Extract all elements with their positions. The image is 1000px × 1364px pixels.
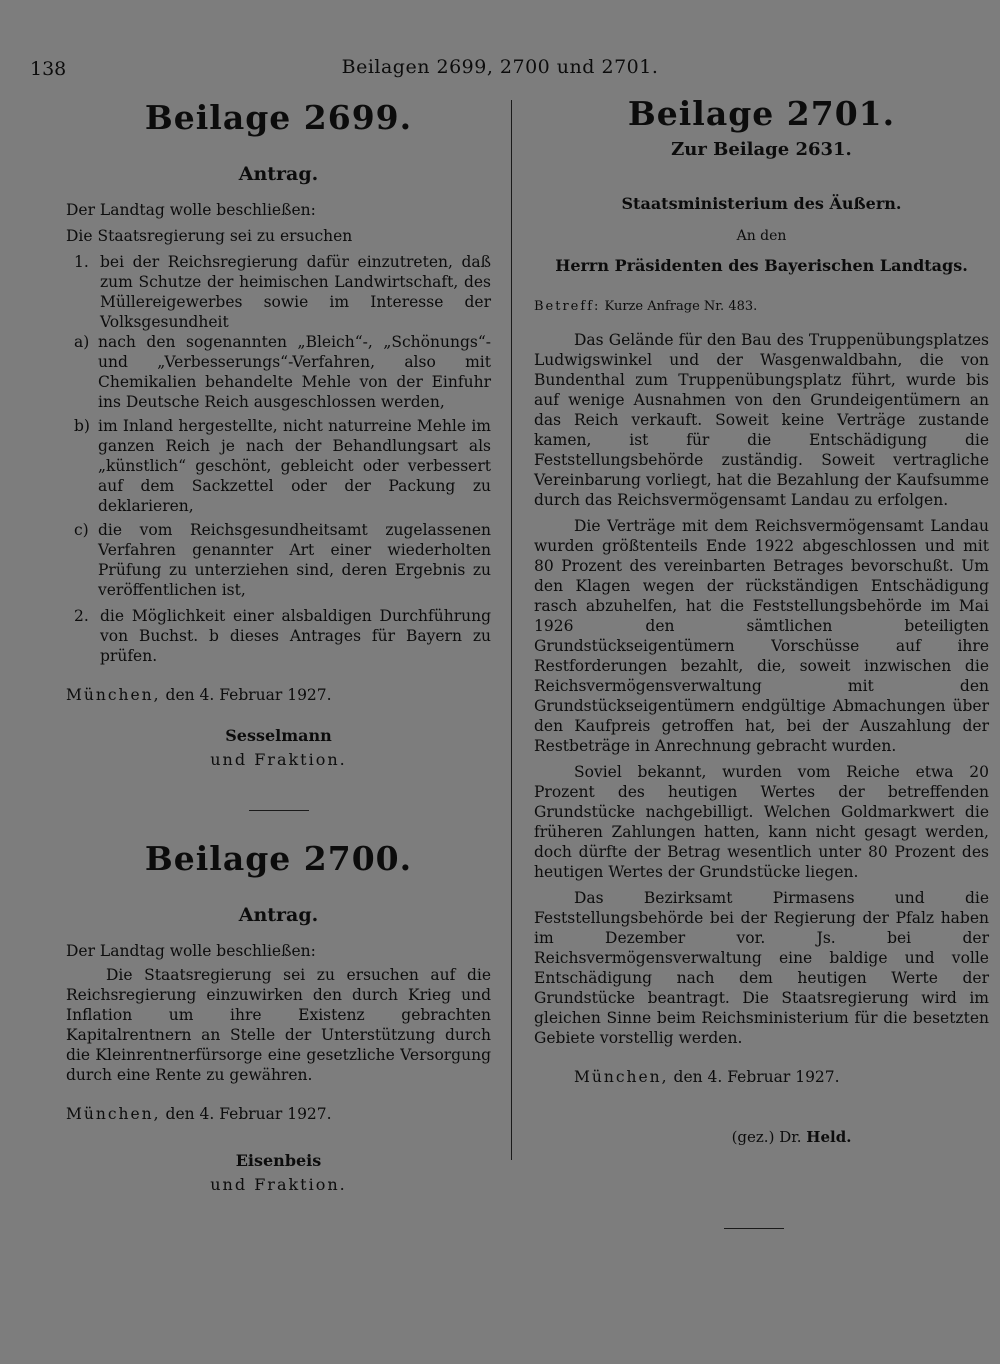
- paragraph: Soviel bekannt, wurden vom Reiche etwa 20 Prozent des heutigen Wertes der betreffenden Grundstücke nachgebilligt. Welchen Goldmarkwert die früheren Zahlungen hatten, kann nicht gesagt werden, doch dürfte der Betrag wesentlich unter 80 Prozent des heutigen Wertes der Grundstücke liegen.: [534, 763, 989, 881]
- sub-item-c: [74, 520, 491, 600]
- page-number: 138: [30, 58, 67, 80]
- date-place: München,: [66, 686, 161, 704]
- list-item: [74, 606, 491, 666]
- dateline: [534, 1066, 989, 1088]
- sub-text: die vom Reichsgesundheitsamt zugelassenen Verfahren genannter Art einer wiederholten Prüfung zu unterziehen sind, deren Ergebnis zu veröffentlichen ist,: [98, 521, 491, 599]
- sub-marker: b): [74, 417, 90, 435]
- ministry-name: Staatsministerium des Äußern.: [621, 194, 902, 213]
- beilage-2700-body: Die Staatsregierung sei zu ersuchen auf die Reichsregierung einzuwirken den durch Krieg und Inflation um ihre Existenz gebrachten Kapitalrentnern an Stelle der Unterstützung durch die Kleinrentnerfürsorge eine gesetzliche Versorgung durch eine Rente zu gewähren.: [66, 966, 491, 1084]
- recipient-name: Herrn Präsidenten des Bayerischen Landtags.: [555, 256, 968, 275]
- sub-list: [74, 332, 491, 600]
- beilage-2700-intro: Der Landtag wolle beschließen:: [66, 942, 316, 960]
- betreff-line: [534, 298, 989, 316]
- left-column: [66, 92, 491, 1197]
- signature-name: Held.: [806, 1128, 852, 1146]
- beilage-2700-heading: Antrag.: [238, 904, 319, 926]
- beilage-2699-intro-2: Die Staatsregierung sei zu ersuchen: [66, 227, 353, 245]
- date-text: den 4. Februar 1927.: [160, 1105, 332, 1123]
- signature: [534, 1128, 989, 1146]
- dateline: [66, 1103, 491, 1125]
- beilage-2699-title: Beilage 2699.: [144, 98, 413, 137]
- paragraph: Das Gelände für den Bau des Truppenübungsplatzes Ludwigswinkel und der Wasgenwaldbahn, die von Bundenthal zum Truppenübungsplatz führt, wurde bis auf wenige Ausnahmen von den Grundeigentümern an das Reich verkauft. Soweit keine Verträge zustande kamen, ist für die Entschädigung die Feststellungsbehörde zuständig. Soweit vertragliche Vereinbarung vorliegt, hat die Bezahlung der Kaufsumme durch das Reichsvermögensamt Landau zu erfolgen.: [534, 331, 989, 509]
- item-1-text: bei der Reichsregierung dafür einzutreten, daß zum Schutze der heimischen Landwirtschaft, des Müllereigewerbes sowie im Interesse der Volksgesundheit: [100, 253, 491, 331]
- running-title: Beilagen 2699, 2700 und 2701.: [341, 56, 659, 78]
- section-rule: [249, 810, 309, 811]
- date-place: München,: [66, 1105, 161, 1123]
- beilage-2701-title: Beilage 2701.: [627, 94, 896, 133]
- beilage-2700-title: Beilage 2700.: [144, 839, 413, 878]
- right-column: [534, 92, 989, 1229]
- column-divider: [511, 100, 512, 1160]
- paragraph: Die Verträge mit dem Reichsvermögensamt Landau wurden größtenteils Ende 1922 abgeschlossen und mit 80 Prozent des vereinbarten Betrages bevorschußt. Um den Klagen wegen der rückständigen Entschädigung rasch abzuhelfen, hat die Feststellungsbehörde im Mai 1926 den sämtlichen beteiligten Grundstückseigentümern Vorschüsse auf ihre Restforderungen bezahlt, die, soweit inzwischen die Reichsvermögensverwaltung mit den Grundstückseigentümern endgültige Abmachungen über den Kaufpreis getroffen hat, bei der Auszahlung der Restbeträge in Anrechnung gebracht wurden.: [534, 517, 989, 755]
- list-marker: 1.: [74, 253, 89, 271]
- betreff-text: Kurze Anfrage Nr. 483.: [600, 299, 758, 314]
- item-2-text: die Möglichkeit einer alsbaldigen Durchführung von Buchst. b dieses Antrages für Bayern zu prüfen.: [100, 607, 491, 665]
- list-text: [74, 252, 491, 600]
- date-text: den 4. Februar 1927.: [160, 686, 332, 704]
- address-to: An den: [736, 228, 787, 244]
- signer-name: Sesselmann: [225, 726, 332, 745]
- signer-name: Eisenbeis: [235, 1151, 322, 1170]
- sub-item-a: [74, 332, 491, 412]
- sub-text: im Inland hergestellte, nicht naturreine Mehle im ganzen Reich je nach der Behandlungsart als „künstlich“ geschönt, gebleicht oder verbessert auf dem Sackzettel oder der Packung zu deklarieren,: [98, 417, 491, 515]
- sub-marker: a): [74, 333, 90, 351]
- beilage-2699-intro: Der Landtag wolle beschließen:: [66, 201, 316, 219]
- sub-text: nach den sogenannten „Bleich“-, „Schönungs“- und „Verbesserungs“-Verfahren, also mit Chemikalien behandelte Mehle von der Einfuhr ins Deutsche Reich ausgeschlossen werden,: [98, 333, 491, 411]
- signer-fraction: und Fraktion.: [210, 750, 347, 769]
- signer-fraction: und Fraktion.: [210, 1175, 347, 1194]
- section-rule: [724, 1228, 784, 1229]
- beilage-2701-ref: Zur Beilage 2631.: [671, 139, 852, 160]
- date-text: den 4. Februar 1927.: [668, 1068, 840, 1086]
- list-marker: 2.: [74, 607, 89, 625]
- paragraph: Das Bezirksamt Pirmasens und die Feststellungsbehörde bei der Regierung der Pfalz haben im Dezember vor. Js. bei der Reichsvermögensverwaltung eine baldige und volle Entschädigung nach dem heutigen Werte der Grundstücke beantragt. Die Staatsregierung wird im gleichen Sinne beim Reichsministerium für die besetzten Gebiete vorstellig werden.: [534, 889, 989, 1047]
- date-place: München,: [574, 1068, 669, 1086]
- dateline: [66, 684, 491, 706]
- betreff-label: Betreff:: [534, 299, 601, 314]
- beilage-2699-heading: Antrag.: [238, 163, 319, 185]
- sub-item-b: [74, 416, 491, 516]
- sub-marker: c): [74, 521, 89, 539]
- list-item: [74, 252, 491, 600]
- signature-prefix: (gez.) Dr.: [731, 1128, 807, 1146]
